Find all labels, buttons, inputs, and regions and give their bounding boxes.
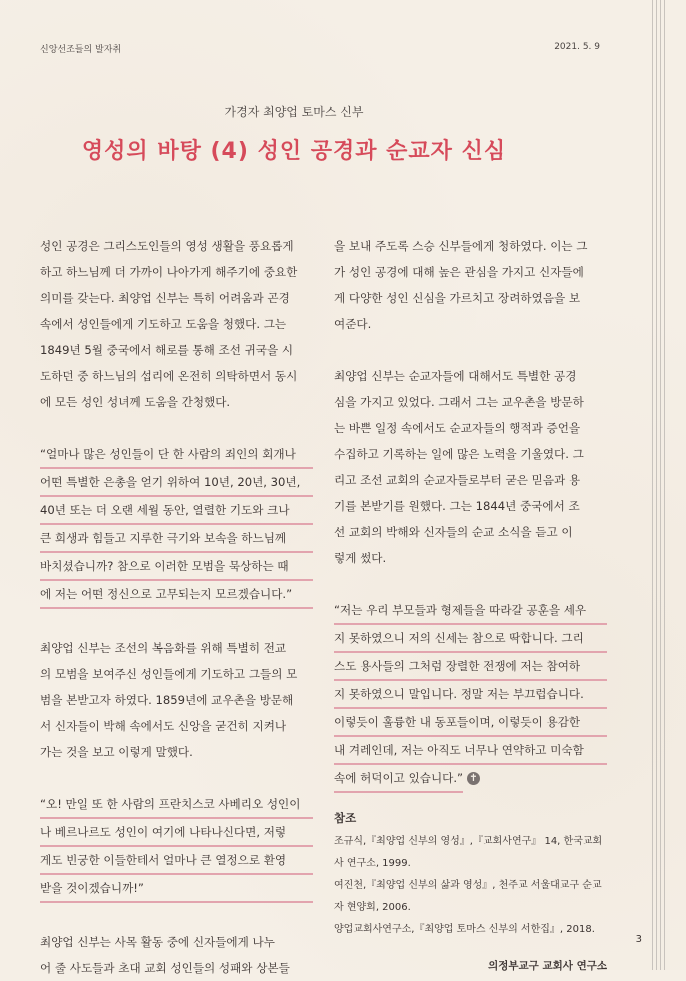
page-number: 3 [635,934,642,945]
references-list [334,831,607,941]
series-name: 신앙선조들의 발자취 [40,45,122,55]
issue-date: 2021. 5. 9 [554,42,600,52]
article-subtitle: 가경자 최양업 토마스 신부 [224,105,364,119]
left-column [40,233,313,981]
paragraph: 최양업 신부는 순교자들에 대해서도 특별한 공경 심을 가지고 있었다. 그래서 그는 교우촌을 방문하 는 바쁜 일정 속에서도 순교자들의 행적과 증언을 수집하고 기록하는 일에 많은 노력을 기울였다. 그 리고 조선 교회의 순교자들로부터 굳은 믿음과 용 기를 본받기를 원했다. 그는 1844년 중국에서 조 선 교회의 박해와 신자들의 순교 소식을 듣고 이 렇게 썼다. [334,369,584,565]
reference-item: 여진천,『최양업 신부의 삶과 영성』, 천주교 서울대교구 순교 [334,880,602,891]
right-column [334,233,607,979]
author-signature: 의정부교구 교회사 연구소 [488,960,607,972]
reference-item: 자 현양회, 2006. [334,902,411,913]
cross-circle-icon: ✝ [467,772,480,785]
reference-item: 양업교회사연구소,『최양업 토마스 신부의 서한집』, 2018. [334,924,595,935]
paragraph: 최양업 신부는 조선의 복음화를 위해 특별히 전교 의 모범을 보여주신 성인들에게 기도하고 그들의 모 범을 본받고자 하였다. 1859년에 교우촌을 방문해 서 신자들이 박해 속에서도 신앙을 굳건히 지켜나 가는 것을 보고 이렇게 말했다. [40,641,298,759]
quote-block: “얼마나 많은 성인들이 단 한 사람의 죄인의 회개나 어떤 특별한 은총을 얻기 위하여 10년, 20년, 30년, 40년 또는 더 오랜 세월 동안, 열렬한 기도와 크나 큰 희생과 힘들고 지루한 극기와 보속을 하느님께 바치셨습니까? 참으로 이러한 모범을 묵상하는 때 에 저는 어떤 정신으로 고무되는지 모르겠습니다.” [40,441,313,609]
paragraph: 최양업 신부는 사목 활동 중에 신자들에게 나누 어 줄 사도들과 초대 교회 성인들의 성패와 상본들 [40,935,290,975]
paragraph: 을 보내 주도록 스승 신부들에게 청하였다. 이는 그 가 성인 공경에 대해 높은 관심을 가지고 신자들에 게 다양한 성인 신심을 가르치고 장려하였음을 보 여준다. [334,239,588,331]
margin-lines [646,0,686,970]
reference-item: 조규식,『최양업 신부의 영성』,『교회사연구』 14, 한국교회 [334,836,603,847]
references-heading: 참조 [334,811,357,825]
paragraph: 성인 공경은 그리스도인들의 영성 생활을 풍요롭게 하고 하느님께 더 가까이 나아가게 해주기에 중요한 의미를 갖는다. 최양업 신부는 특히 어려움과 곤경 속에서 성인들에게 기도하고 도움을 청했다. 그는 1849년 5월 중국에서 해로를 통해 조선 귀국을 시 도하던 중 하느님의 섭리에 온전히 의탁하면서 동시 에 모든 성인 성녀께 도움을 간청했다. [40,239,298,409]
reference-item: 사 연구소, 1999. [334,858,411,869]
article-title: 영성의 바탕 (4) 성인 공경과 순교자 신심 [81,139,507,164]
quote-block: “오! 만일 또 한 사람의 프란치스코 사베리오 성인이 나 베르나르도 성인이 여기에 나타나신다면, 저렇 게도 빈궁한 이들한테서 얼마나 큰 열정으로 환영 받을 것이겠습니까!” [40,791,313,903]
quote-block: “저는 우리 부모들과 형제들을 따라갈 공훈을 세우 지 못하였으니 저의 신세는 참으로 딱합니다. 그리 스도 용사들의 그처럼 장렬한 전쟁에 저는 참여하 지 못하였으니 말입니다. 정말 저는 부끄럽습니다. 이렇듯이 훌륭한 내 동포들이며, 이렇듯이 용감한 내 겨레인데, 저는 아직도 너무나 연약하고 미숙함 속에 허덕이고 있습니다.” ✝ [334,597,607,793]
